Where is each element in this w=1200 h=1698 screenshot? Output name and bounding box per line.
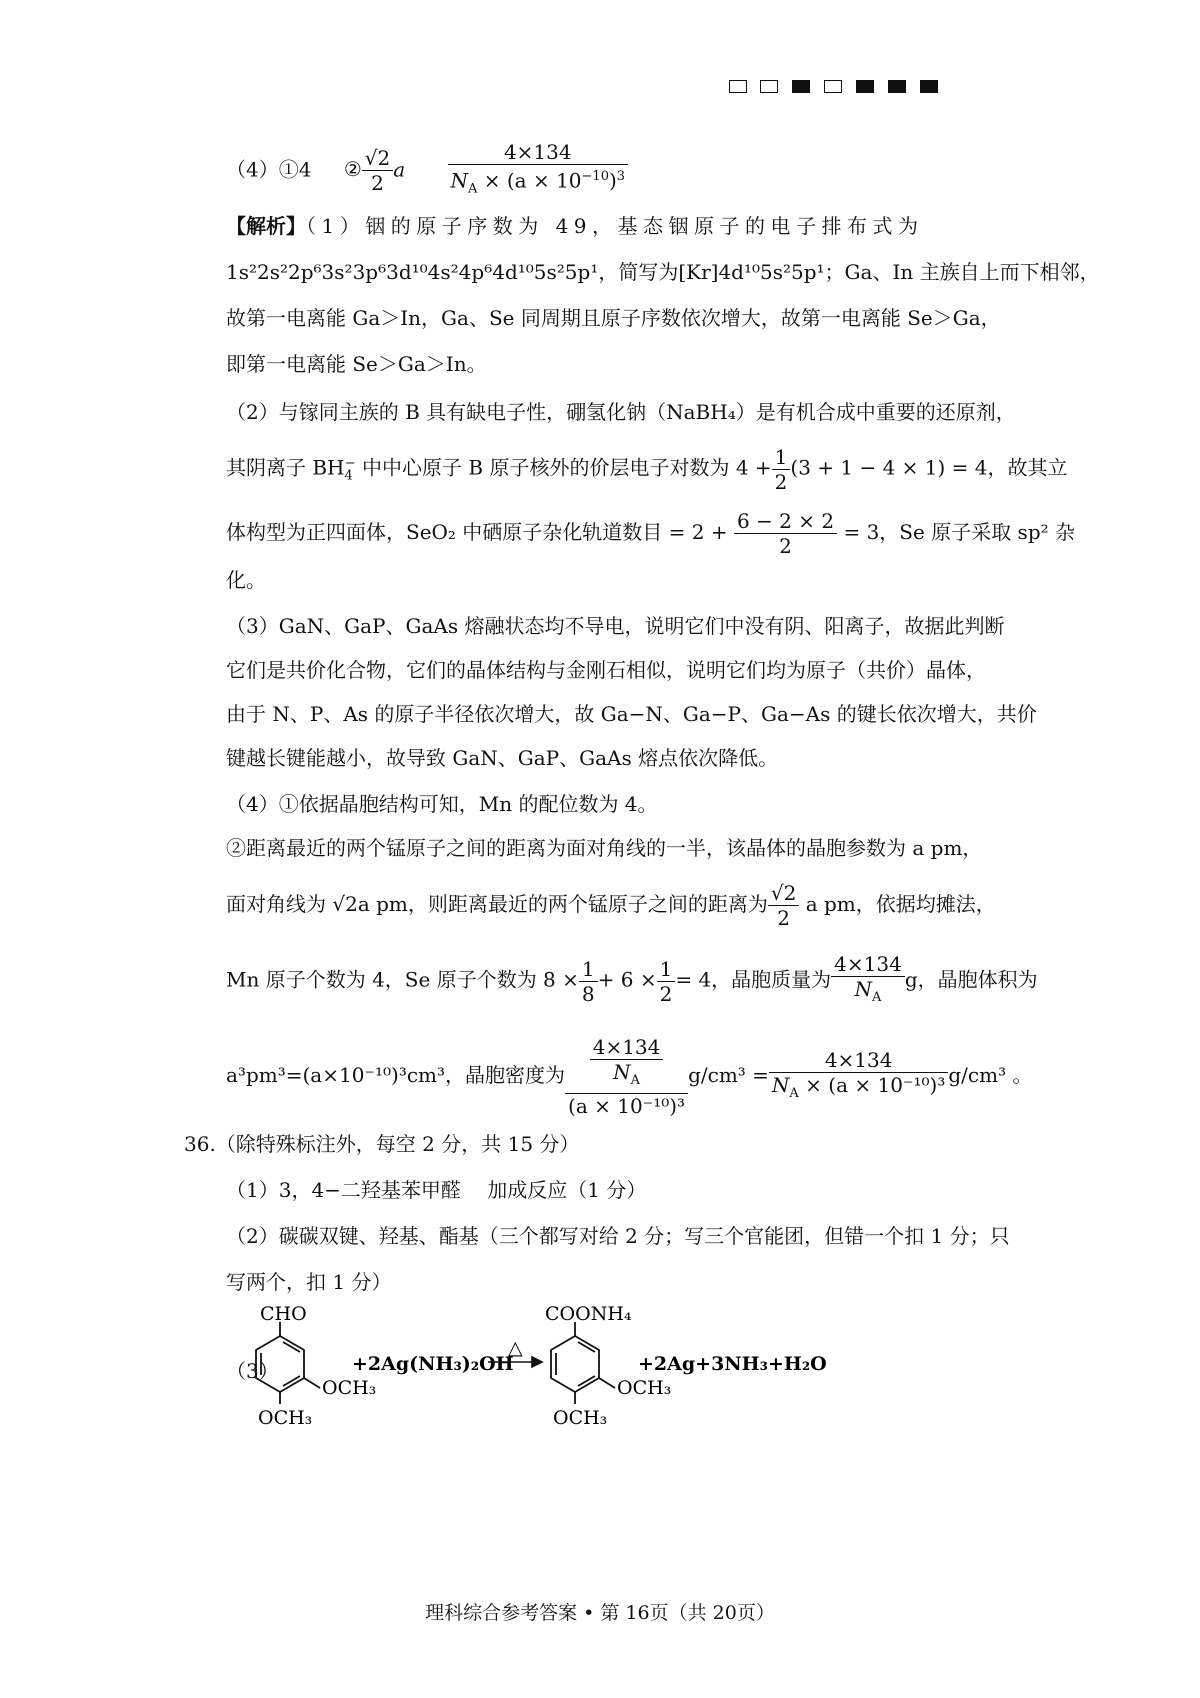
reactant-cho: CHO xyxy=(260,1303,307,1325)
reaction-scheme xyxy=(240,1300,860,1440)
frac-den: 2 xyxy=(774,469,788,494)
frac-num: 1 xyxy=(772,445,791,470)
product-coonh4: COONH₄ xyxy=(545,1303,632,1325)
header-square xyxy=(856,80,874,93)
na-sub: A xyxy=(872,990,882,1005)
na-symbol: N xyxy=(613,1060,631,1084)
jiexi-p1-line4: 即第一电离能 Se＞Ga＞In。 xyxy=(226,352,487,376)
expr: (3 + 1 − 4 × 1) = 4 xyxy=(790,455,988,480)
text: + 6 × xyxy=(597,967,657,992)
frac-den xyxy=(831,977,905,1010)
answer-4-label: （4）①4 xyxy=(226,157,312,182)
half-fraction xyxy=(772,445,791,494)
one-half xyxy=(657,957,676,1006)
product-och3-side: OCH₃ xyxy=(617,1377,672,1399)
density-compound-fraction xyxy=(565,1035,688,1118)
text: ，故其立 xyxy=(987,455,1068,480)
header-square xyxy=(824,80,842,93)
header-square xyxy=(729,80,747,93)
frac-num: 4×134 xyxy=(831,952,905,977)
density-fraction xyxy=(448,140,629,202)
text: = 3，Se 原子采取 sp² 杂 xyxy=(843,520,1076,544)
header-square xyxy=(920,80,938,93)
den-exp: −10 xyxy=(581,169,609,184)
answer-4 xyxy=(226,140,628,202)
frac-num: 6 − 2 × 2 xyxy=(734,509,837,534)
jiexi-p2-line3 xyxy=(226,506,1075,558)
q36-answer2-line2: 写两个，扣 1 分） xyxy=(226,1270,392,1294)
header-square xyxy=(792,80,810,93)
text: g/cm³ 。 xyxy=(948,1063,1033,1087)
expr: 4 + xyxy=(735,455,772,480)
frac-num: 4×134 xyxy=(769,1048,948,1073)
text: = 4，晶胞质量为 xyxy=(675,967,832,992)
frac-num: 1 xyxy=(657,957,676,982)
frac-den: (a × 10⁻¹⁰)³ xyxy=(568,1094,686,1118)
text: （1）铟的原子序数为 49，基态铟原子的电子排布式为 xyxy=(306,214,924,238)
product-benzene-ring xyxy=(551,1322,615,1404)
frac-num: 4×134 xyxy=(590,1035,664,1060)
frac-den: 2 xyxy=(371,171,384,196)
jiexi-p1-line3: 故第一电离能 Ga＞In，Ga、Se 同周期且原子序数依次增大，故第一电离能 Se＞Ga， xyxy=(226,306,1001,330)
q36-answer2-line1: （2）碳碳双键、羟基、酯基（三个都写对给 2 分；写三个官能团，但错一个扣 1 分；只 xyxy=(226,1224,1010,1248)
jiexi-p3-line4: 键越长键能越小，故导致 GaN、GaP、GaAs 熔点依次降低。 xyxy=(226,746,779,770)
page-footer: 理科综合参考答案 • 第 16页（共 20页） xyxy=(425,1602,775,1624)
frac-den xyxy=(448,165,629,202)
na-symbol: N xyxy=(450,168,469,193)
products: +2Ag+3NH₃+H₂O xyxy=(638,1353,827,1375)
var-a: a xyxy=(393,157,406,182)
frac-den: 2 xyxy=(779,534,792,558)
frac-num: √2 xyxy=(362,146,393,171)
reactant-och3-bottom: OCH₃ xyxy=(258,1407,313,1429)
frac-den: 2 xyxy=(777,906,790,930)
frac-den: 2 xyxy=(659,981,673,1006)
reactant-och3-side: OCH₃ xyxy=(322,1377,377,1399)
jiexi-tag: 【解析】 xyxy=(226,214,306,238)
jiexi-p4-line3 xyxy=(226,878,996,930)
sup: − xyxy=(344,456,356,471)
q36-answer3-label: （3） xyxy=(226,1359,279,1383)
text: g，晶胞体积为 xyxy=(904,967,1038,992)
jiexi-p4-line5 xyxy=(226,1030,1032,1120)
na-sub: A xyxy=(468,181,478,197)
text: 中中心原子 B 原子核外的价层电子对数为 xyxy=(355,455,730,480)
frac-num: 1 xyxy=(579,957,598,982)
frac-num: √2 xyxy=(768,881,799,906)
text: a pm，依据均摊法， xyxy=(799,892,996,916)
den-pow: 3 xyxy=(616,169,626,184)
frac-den: 8 xyxy=(581,981,595,1006)
na-sub: A xyxy=(630,1073,640,1088)
q36-header: 36.（除特殊标注外，每空 2 分，共 15 分） xyxy=(184,1132,580,1156)
one-eighth xyxy=(579,957,598,1006)
header-square xyxy=(760,80,778,93)
na-symbol: N xyxy=(854,977,873,1001)
text: 面对角线为 √2a pm，则距离最近的两个锰原子之间的距离为 xyxy=(226,892,768,916)
jiexi-p2-line1: （2）与镓同主族的 B 具有缺电子性，硼氢化钠（NaBH₄）是有机合成中重要的还原剂， xyxy=(226,400,1016,424)
jiexi-p3-line1: （3）GaN、GaP、GaAs 熔融状态均不导电，说明它们中没有阴、阳离子，故据此判断 xyxy=(226,614,1005,638)
text: g/cm³ = xyxy=(688,1063,769,1087)
inner-fraction xyxy=(590,1035,664,1093)
hybrid-fraction xyxy=(734,509,837,558)
q36-answer1: （1）3，4−二羟基苯甲醛 加成反应（1 分） xyxy=(226,1178,647,1202)
reactant-benzene-ring xyxy=(256,1322,320,1404)
answer-4-circ2: ② xyxy=(343,157,362,182)
na-symbol: N xyxy=(771,1072,790,1097)
jiexi-p4-line2: ②距离最近的两个锰原子之间的距离为面对角线的一半，该晶体的晶胞参数为 a pm， xyxy=(226,836,983,860)
jiexi-p1-line1 xyxy=(226,212,924,240)
frac-den xyxy=(769,1073,948,1106)
jiexi-p3-line3: 由于 N、P、As 的原子半径依次增大，故 Ga−N、Ga−P、Ga−As 的键长依次增大，共价 xyxy=(226,702,1037,726)
jiexi-p4-line1: （4）①依据晶胞结构可知，Mn 的配位数为 4。 xyxy=(226,792,658,816)
jiexi-p3-line2: 它们是共价化合物，它们的晶体结构与金刚石相似，说明它们均为原子（共价）晶体， xyxy=(226,658,986,682)
sub: 4 xyxy=(344,468,353,484)
sqrt2-over-2 xyxy=(768,881,799,930)
na-sub: A xyxy=(789,1085,799,1101)
frac-den xyxy=(590,1060,664,1093)
frac-num: 4×134 xyxy=(448,140,629,165)
den-rest: × (a × 10 xyxy=(477,168,582,193)
header-square xyxy=(888,80,906,93)
mass-fraction xyxy=(831,952,905,1010)
text: 体构型为正四面体，SeO₂ 中硒原子杂化轨道数目 = 2 + xyxy=(226,520,728,544)
frac-num xyxy=(565,1035,688,1094)
text: a³pm³=(a×10⁻¹⁰)³cm³，晶胞密度为 xyxy=(226,1063,566,1087)
den-close: ) xyxy=(608,168,617,193)
jiexi-p2-line4: 化。 xyxy=(226,568,266,592)
den-rest: × (a × 10⁻¹⁰)³ xyxy=(798,1072,946,1097)
text: Mn 原子个数为 4，Se 原子个数为 8 × xyxy=(226,967,579,992)
jiexi-p4-line4 xyxy=(226,952,1038,1010)
reagent: +2Ag(NH₃)₂OH xyxy=(352,1353,514,1375)
product-och3-bottom: OCH₃ xyxy=(553,1407,608,1429)
density-fraction-final xyxy=(769,1048,948,1106)
text: 其阴离子 BH xyxy=(226,455,345,480)
heat-symbol: △ xyxy=(508,1337,523,1359)
jiexi-p1-line2: 1s²2s²2p⁶3s²3p⁶3d¹⁰4s²4p⁶4d¹⁰5s²5p¹，简写为[Kr]4d¹⁰5s²5p¹；Ga、In 主族自上而下相邻， xyxy=(226,260,1100,284)
jiexi-p2-line2 xyxy=(226,438,1068,503)
sqrt2-over-2 xyxy=(362,146,393,195)
